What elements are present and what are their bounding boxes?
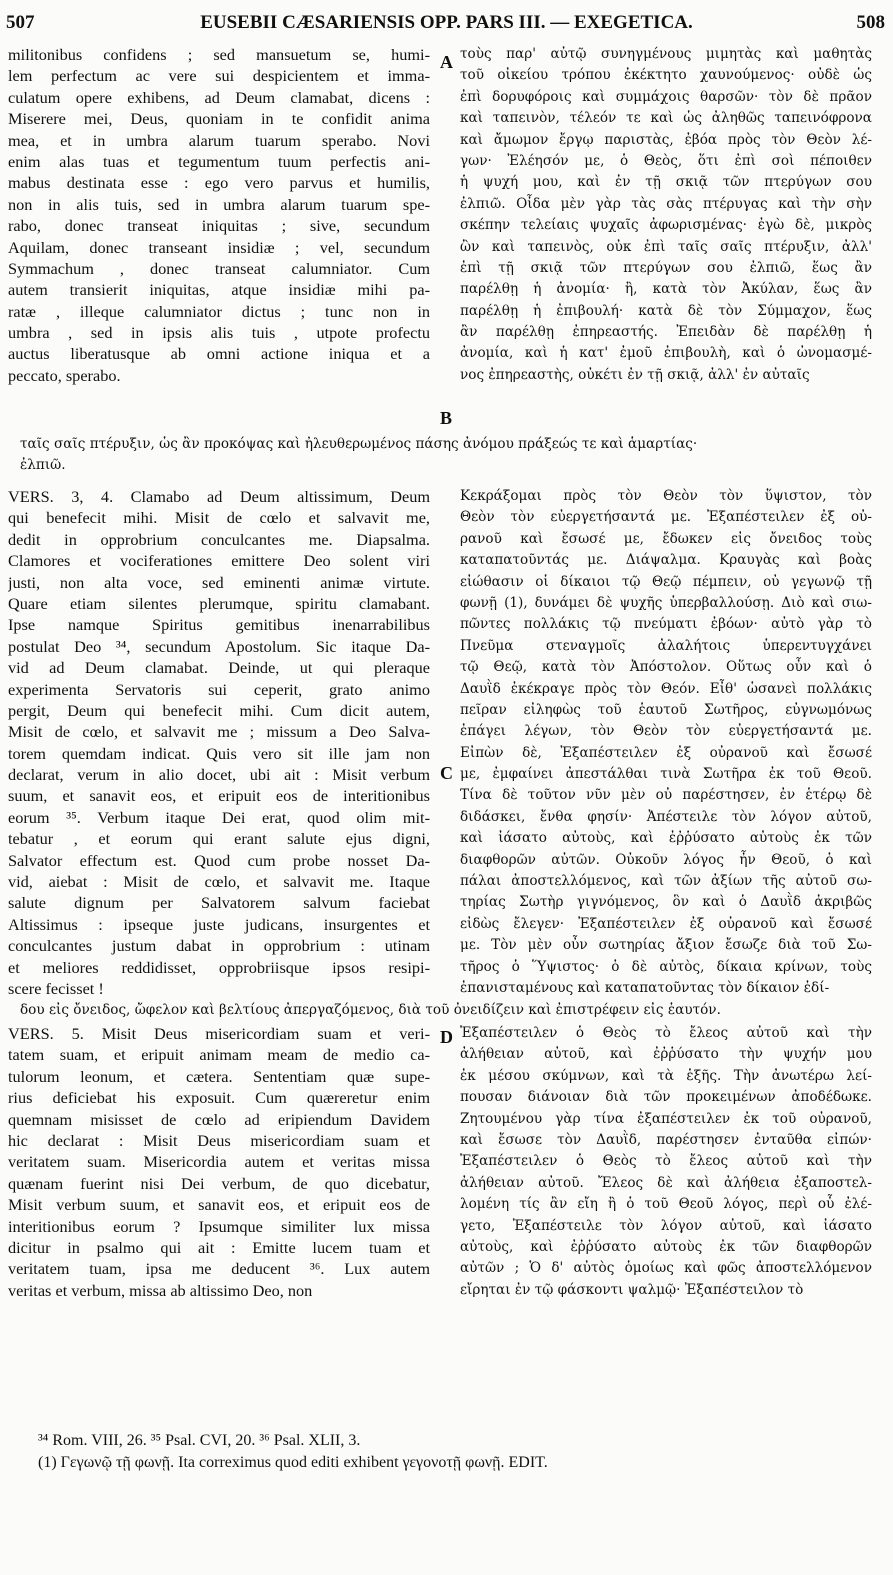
text-line: ἐπανισταμένους καὶ καταπατοῦντας τὸν δίκαιον ἐδί- — [460, 979, 830, 996]
text-line: quænam fuerint nisi Dei verbum, de quo dicebatur, — [8, 1173, 430, 1193]
text-line: peccato, sperabo. — [8, 365, 121, 385]
text-line: ἐκ μέσου σκύμνων, καὶ τὰ ἑξῆς. Τὴν ἀνωτέρω λεί- — [460, 1067, 872, 1084]
text-line: Ἐξαπέστειλεν ὁ Θεὸς τὸ ἔλεος αὐτοῦ καὶ τὴν — [460, 1025, 872, 1041]
text-line: torem quemdam indicat. Quis vero sit ille jam non — [8, 743, 430, 763]
text-line: αὐτοὺς, καὶ ἐῤῥύσατο αὐτοὺς ἐκ τῶν διαφθορῶν — [460, 1238, 872, 1255]
text-line: Symmachum , donec transeat calumniator. Cum — [8, 258, 430, 278]
text-line: εἰδὼς ἔλεγεν· Ἐξαπέστειλεν ἐξ οὐρανοῦ καὶ ἔσωσέ — [460, 915, 872, 932]
greek-spanning-line-2 — [20, 1000, 875, 1021]
text-line: πουσαν διάνοιαν διὰ τῶν προκειμένων ἀποδέδωκε. — [460, 1089, 872, 1106]
text-line: lem perfectum ac vere sui despicientem et imma- — [8, 66, 430, 86]
text-line: tatem suam, et eripuit animam meam de medio ca- — [8, 1045, 430, 1065]
text-line: VERS. 3, 4. Clamabo ad Deum altissimum, Deum — [8, 487, 430, 506]
text-line: vid ad Deum clamabat. Deinde, ut qui pleraque — [8, 658, 430, 678]
text-line: γων· Ἐλέησόν με, ὁ Θεὸς, ὅτι ἐπὶ σοὶ πέποιθεν — [460, 152, 872, 169]
text-line: veritatem suam. Misericordia autem et veritas missa — [8, 1152, 430, 1172]
text-line: non in alis tuis, sed in umbra alarum tuarum spe- — [8, 194, 430, 214]
text-line: Εἰπὼν δὲ, Ἐξαπέστειλεν ἐξ οὐρανοῦ καὶ ἔσωσέ — [460, 744, 872, 761]
text-line: καὶ ταπεινὸν, τέλεόν τε καὶ ὡς ἀληθῶς ταπεινόφρονα — [460, 110, 872, 127]
page-number-right: 508 — [856, 12, 885, 33]
text-line: Ipse namque Spiritus gemitibus inenarrabilibus — [8, 615, 430, 635]
text-line: rabo, donec transeat iniquitas ; sive, secundum — [8, 216, 430, 236]
text-line: αὐτῶν ; Ὁ δ' αὐτὸς ὁμοίως καὶ φῶς ἀποστελλόμενον — [460, 1260, 872, 1277]
text-line: τοῦ οἰκείου τρόπου ἐκέκτητο χαυνούμενος· οὐδὲ ὡς — [460, 67, 872, 84]
text-line: Clamores et vociferationes emittere Deo solent viri — [8, 551, 430, 571]
text-line: salute dignum per Salvatorem salvum faciebat — [8, 893, 430, 913]
text-line: με, ἐμφαίνει ἀπεστάλθαι τινὰ Σωτῆρα ἐκ τοῦ Θεοῦ. — [460, 766, 872, 783]
text-line: declarat, verum in alio docet, ubi ait : Misit verbum — [8, 765, 430, 785]
text-line: umbra , sed in ipsis alis tuis , utpote profectu — [8, 323, 430, 343]
text-line: ratæ , illeque calumniator dictus ; tunc non in — [8, 301, 430, 321]
text-line: τηρίας Σωτὴρ γιγνόμενος, ὃν καὶ ὁ Δαυῒδ ἀκριβῶς — [460, 894, 872, 911]
text-line: rius deficiebat his exposuit. Cum quæreretur enim — [8, 1088, 430, 1108]
greek-column-top — [460, 44, 872, 386]
running-title: EUSEBII CÆSARIENSIS OPP. PARS III. — EXEGETICA. — [200, 12, 693, 33]
text-line: interitionibus eorum ? Ipsumque similiter lux missa — [8, 1216, 430, 1236]
text-line: Δαυῒδ ἐκέκραγε πρὸς τὸν Θεόν. Εἶθ' ὡσανεὶ πολλάκις — [460, 680, 872, 697]
text-line: Πνεῦμα στεναγμοῖς ἀλαλήτοις ὑπερεντυγχάνει — [460, 637, 872, 654]
text-line: suum, et sanavit eos, et eripuit eos de interitionibus — [8, 786, 430, 806]
text-line: ἀνομία, καὶ ἡ κατ' ἐμοῦ ἐπιβουλὴ, καὶ ὁ ὠνομασμέ- — [460, 345, 872, 362]
text-line: experimenta Servatoris sui ceperit, grato animo — [8, 679, 430, 699]
text-line: ὢν καὶ ταπεινὸς, οὐκ ἐπὶ ταῖς σαῖς πτέρυξιν, ἀλλ' — [460, 238, 872, 255]
text-line: καὶ ἰάσατο αὐτοὺς, καὶ ἐῤῥύσατο αὐτοὺς ἐκ τῶν — [460, 830, 872, 847]
text-line: Altissimus : ipseque juste judicans, insurgentes et — [8, 914, 430, 934]
text-line: eorum ³⁵. Verbum itaque Dei erat, quod olim mit- — [8, 807, 430, 827]
text-line: tulorum leonum, et cætera. Sententiam quæ supe- — [8, 1066, 430, 1086]
text-line: ἐλπιῶ. — [20, 457, 66, 474]
text-line: mabus destinata esse : ego vero parvus et humilis, — [8, 173, 430, 193]
text-line: Salvator effectum est. Quod cum probe nosset Da- — [8, 850, 430, 870]
text-line: Ἐξαπέστειλεν ὁ Θεὸς τὸ ἔλεος αὐτοῦ καὶ τὴν — [460, 1153, 872, 1170]
text-line: ἀλήθειαν αὐτοῦ, καὶ ἐῤῥύσατο τὴν ψυχήν μου — [460, 1046, 872, 1063]
text-line: Aquilam, donec transeant insidiæ ; vel, secundum — [8, 237, 430, 257]
text-line: νος ἐπηρεαστὴς, οὐκέτι ἐν τῇ σκιᾷ, ἀλλ' ἐν αὐταῖς — [460, 366, 810, 383]
text-line: Ζητουμένου γὰρ τίνα ἐξαπέστειλεν ἐκ τοῦ οὐρανοῦ, — [460, 1110, 872, 1127]
text-line: Quare etiam silentes plerumque, spiritu clamabant. — [8, 593, 430, 613]
text-line: πῶντες πολλάκις τῷ πνεύματι ἐβόων· αὐτὸ γὰρ τὸ — [460, 616, 872, 633]
text-line: λομένη τίς ἂν εἴη ἢ ὁ τοῦ Θεοῦ λόγος, περὶ οὗ ἐλέ- — [460, 1196, 872, 1213]
text-line: Misit verbum suum, et sanavit eos, et eripuit eos de — [8, 1195, 430, 1215]
latin-column-bottom — [8, 1023, 430, 1301]
text-line: veritatem tuam, ipsa me deducent ³⁶. Lux autem — [8, 1259, 430, 1279]
text-line: τῆρος ὁ Ὕψιστος· ὁ δὲ αὐτὸς, δίκαια κρίνων, τοὺς — [460, 958, 872, 975]
text-line: καὶ ἄμωμον ἔργῳ παριστὰς, ἐβόα πρὸς τὸν Θεὸν λέ- — [460, 131, 872, 148]
text-line: φωνῇ (1), δυνάμει δὲ ψυχῆς ὑπερβαλλούσῃ. Διὸ καὶ σιω- — [460, 594, 872, 611]
text-line: veritas et verbum, missa ab altissimo Deo, non — [8, 1280, 313, 1300]
text-line: ταῖς σαῖς πτέρυξιν, ὡς ἂν προκόψας καὶ ἠλευθερωμένος πάσης ἀνόμου πράξεώς τε καὶ ἁμαρτίας· — [20, 436, 698, 452]
text-line: mea, et in umbra alarum tuarum sperabo. Novi — [8, 130, 430, 150]
text-line: justi, non alta voce, sed eminenti animæ virtute. — [8, 572, 430, 592]
text-line: καὶ ἔσωσε τὸν Δαυῒδ, παρέστησεν ἐνταῦθα εἰπών· — [460, 1131, 872, 1148]
margin-marker-d: D — [440, 1027, 453, 1047]
text-line: πάλαι ἀποστελλόμενος, καὶ τῶν ἀξίων τῆς αὐτοῦ σω- — [460, 873, 872, 890]
text-line: δου εἰς ὄνειδος, ὤφελον καὶ βελτίους ἀπεργαζόμενος, διὰ τοῦ ὀνειδίζειν καὶ ἐπιστρέφειν εἰς ἑαυτόν. — [20, 1002, 721, 1018]
text-line: διδάσκει, ἔνθα φησίν· Ἀπέστειλε τὸν λόγον αὐτοῦ, — [460, 808, 872, 825]
text-line: postulat Deo ³⁴, secundum Apostolum. Sic itaque Da- — [8, 636, 430, 656]
text-line: vid, aiebat : Misit de cœlo, et salvavit me. Itaque — [8, 872, 430, 892]
text-line: auctus liberatusque ab omni actione iniqua et a — [8, 344, 430, 364]
text-line: διαφθορῶν αὐτῶν. Οὐκοῦν λόγος ἦν Θεοῦ, ὁ καὶ — [460, 851, 872, 868]
text-line: militonibus confidens ; sed mansuetum se, humi- — [8, 45, 430, 64]
text-line: culatum opere exhibens, ad Deum clamabat, dicens : — [8, 87, 430, 107]
text-line: με. Τὸν μὲν οὖν σωτηρίας ἄξιον ἔσωζε διὰ τοῦ Σω- — [460, 937, 872, 954]
text-line: ἂν παρέλθῃ ἐπηρεαστής. Ἐπειδὰν δὲ παρέλθῃ ἡ — [460, 324, 872, 341]
text-line: ρανοῦ καὶ ἔσωσέ με, ἔδωκεν εἰς ὄνειδος τοὺς — [460, 530, 872, 547]
text-line: τοὺς παρ' αὐτῷ συνηγμένους μιμητὰς καὶ μαθητὰς — [460, 46, 872, 62]
text-line: conculcantes justum dabat in opprobrium : utinam — [8, 936, 430, 956]
margin-marker-c: C — [440, 763, 453, 783]
text-line: Τίνα δὲ τοῦτον νῦν μὲν οὐ παρέστησεν, ἐν ἑτέρῳ δὲ — [460, 787, 872, 804]
text-line: ³⁴ Rom. VIII, 26. ³⁵ Psal. CVI, 20. ³⁶ Psal. XLII, 3. — [38, 1432, 361, 1449]
margin-marker-a: A — [440, 52, 453, 72]
text-line: Θεὸν τὸν εὐεργετήσαντά με. Ἐξαπέστειλεν ἐξ οὐ- — [460, 509, 872, 526]
text-line: εἴρηται ἐν τῷ φάσκοντι ψαλμῷ· Ἐξαπέστειλον τὸ — [460, 1281, 804, 1298]
text-line: autem transierit iniquitas, atque insidiæ mihi pa- — [8, 280, 430, 300]
text-line: VERS. 5. Misit Deus misericordiam suam et veri- — [8, 1024, 430, 1043]
text-line: τῷ Θεῷ, κατὰ τὸν Ἀπόστολον. Οὕτως οὖν καὶ ὁ — [460, 659, 872, 676]
text-line: enim alas tuas et tegumentum tuum perfectis ani- — [8, 151, 430, 171]
text-line: Κεκράξομαι πρὸς τὸν Θεὸν τὸν ὕψιστον, τὸν — [460, 488, 872, 504]
text-line: pergit, Deum qui benefecit mihi. Cum dicit autem, — [8, 700, 430, 720]
text-line: scere fecisset ! — [8, 978, 104, 998]
text-line: παρέλθῃ ἡ ἐπιβουλή· κατὰ δὲ τὸν Σύμμαχον, ἕως — [460, 302, 872, 319]
margin-marker-b: B — [440, 408, 453, 428]
text-line: γετο, Ἐξαπέστειλε τὸν λόγον αὐτοῦ, καὶ ἰάσατο — [460, 1217, 872, 1234]
greek-spanning-line-1 — [20, 434, 875, 477]
text-line: dicitur in psalmo qui ait : Emitte lucem tuam et — [8, 1237, 430, 1257]
footnotes — [38, 1430, 878, 1474]
text-line: καταπατοῦντάς με. Διάψαλμα. Κραυγὰς καὶ βοὰς — [460, 552, 872, 569]
running-header — [0, 12, 893, 36]
page-number-left: 507 — [6, 12, 35, 33]
text-line: dedit in opprobrium conculcantes me. Diapsalma. — [8, 529, 430, 549]
text-line: πεῖραν εἰληφὼς τοῦ ἑαυτοῦ Σωτῆρος, εὐγνωμόνως — [460, 701, 872, 718]
text-line: Miserere mei, Deus, quoniam in te confidit anima — [8, 109, 430, 129]
text-line: Misit de cœlo, et salvavit me ; missum a Deo Salva- — [8, 722, 430, 742]
text-line: ἐλπιῶ. Οἶδα μὲν γὰρ τὰς σὰς πτέρυγας καὶ τὴν σὴν — [460, 195, 872, 212]
text-line: (1) Γεγωνῷ τῇ φωνῇ. Ita correximus quod editi exhibent γεγονοτῇ φωνῇ. EDIT. — [38, 1454, 548, 1471]
latin-column-middle — [8, 486, 430, 999]
text-line: ἐπὶ δορυφόροις καὶ συμμάχοις θαρσῶν· τὸν δὲ πρᾶον — [460, 88, 872, 105]
greek-column-bottom — [460, 1023, 872, 1301]
text-line: εἰώθασιν οἱ δίκαιοι τῷ Θεῷ πέμπειν, οὐ γεγωνῷ τῇ — [460, 573, 872, 590]
text-line: ἡ ψυχή μου, καὶ ἐν τῇ σκιᾷ τῶν πτερύγων σου — [460, 174, 872, 191]
text-line: hic declarat : Misit Deus misericordiam suam et — [8, 1130, 430, 1150]
text-line: σκέπην τελείαις ψυχαῖς ἀφωρισμένας· ἐγὼ δὲ, μικρὸς — [460, 217, 872, 234]
text-line: παρέλθῃ ἡ ἀνομία· ἢ, κατὰ τὸν Ἀκύλαν, ἕως ἂν — [460, 281, 872, 298]
text-line: tebatur , et eorum qui erant salute ejus digni, — [8, 829, 430, 849]
text-line: quemnam misisset de cœlo ad eripiendum Davidem — [8, 1109, 430, 1129]
text-line: qui benefecit mihi. Misit de cœlo et salvavit me, — [8, 508, 430, 528]
text-line: ἀλήθειαν αὐτοῦ. Ἔλεος δὲ καὶ ἀλήθεια ἐξαποστελ- — [460, 1174, 872, 1191]
text-line: ἐπάγει λέγων, τὸν Θεὸν τὸν εὐεργετήσαντά με. — [460, 723, 872, 740]
latin-column-top — [8, 44, 430, 386]
greek-column-middle — [460, 486, 872, 999]
text-line: et meliores reddidisset, opprobriisque ipsos resipi- — [8, 957, 430, 977]
text-line: ἐπὶ τῇ σκιᾷ τῶν πτερύγων σου ἐλπιῶ, ἕως ἂν — [460, 259, 872, 276]
